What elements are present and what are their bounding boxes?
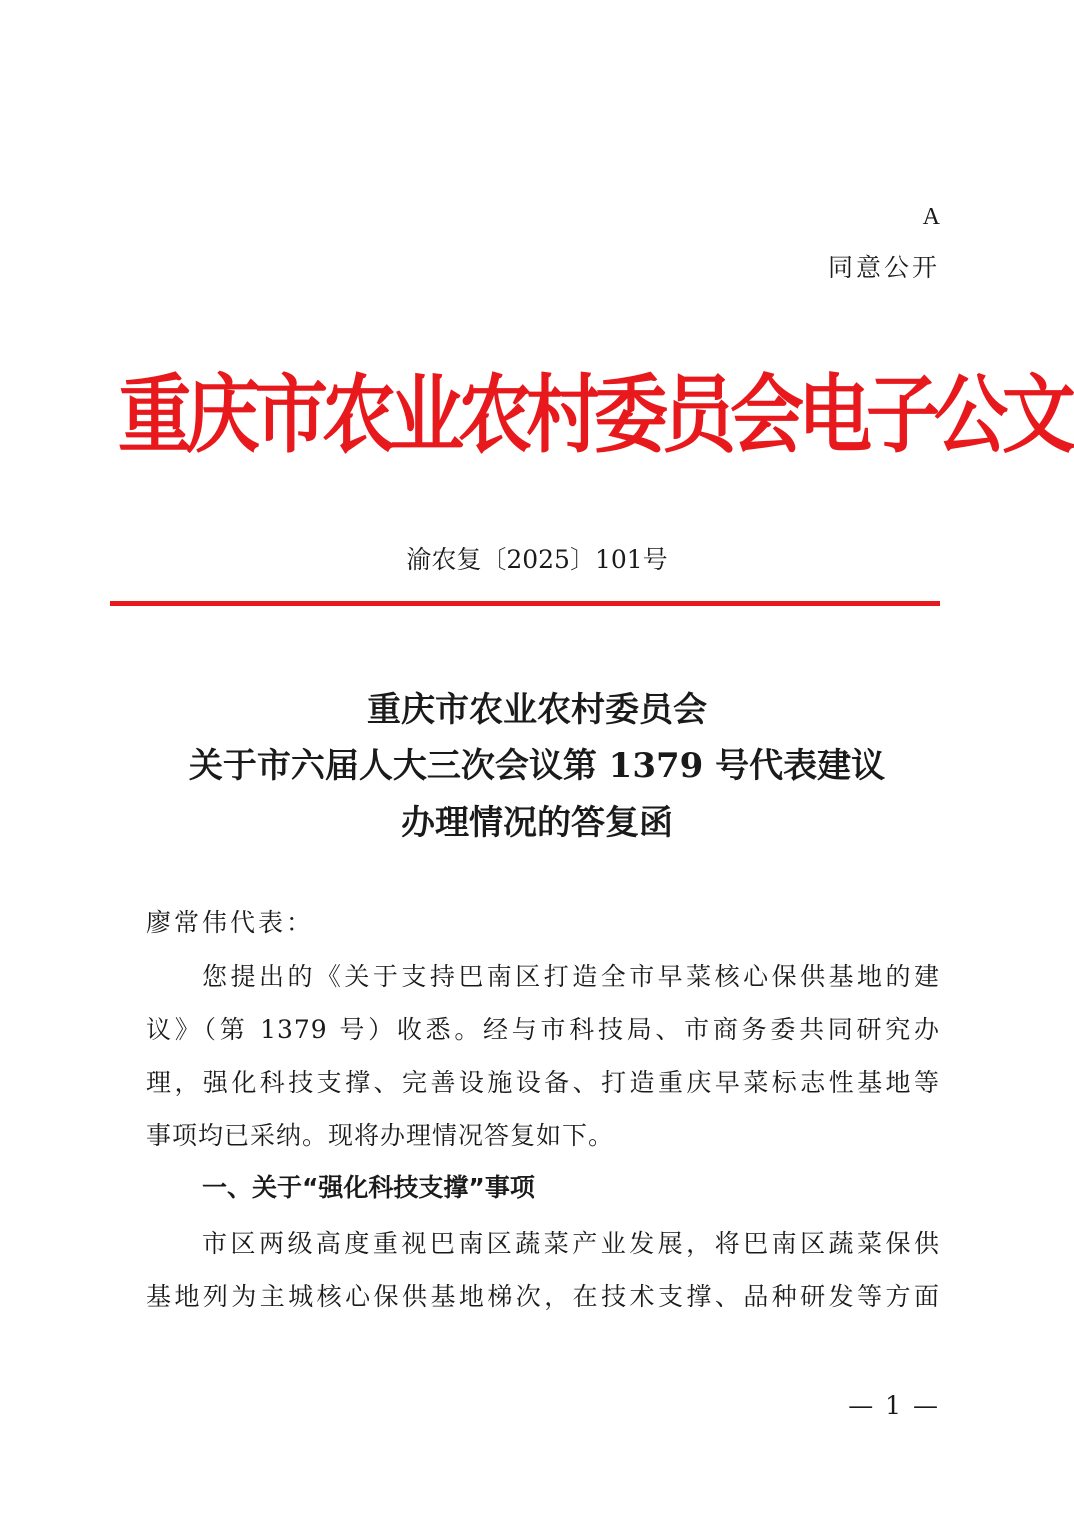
masthead-title: 重庆市农业农村委员会电子公文: [118, 366, 1070, 466]
document-title-line-1: 重庆市农业农村委员会: [367, 690, 707, 730]
disclosure-status: 同意公开: [827, 253, 940, 282]
red-divider-line: [110, 601, 940, 606]
document-title-line-2: 关于市六届人大三次会议第 1379 号代表建议: [188, 746, 886, 786]
paragraph-line: 市区两级高度重视巴南区蔬菜产业发展，将巴南区蔬菜保供: [202, 1229, 940, 1258]
section-heading-1: 一、关于“强化科技支撑”事项: [202, 1173, 535, 1202]
body-paragraph-2: [146, 1217, 940, 1323]
page-number: — 1 —: [848, 1391, 940, 1420]
paragraph-line: 议》（第 1379 号）收悉。经与市科技局、市商务委共同研究办: [146, 1015, 940, 1044]
paragraph-line: 理，强化科技支撑、完善设施设备、打造重庆早菜标志性基地等: [146, 1068, 940, 1097]
classification-grade: A: [922, 204, 940, 230]
document-number: 渝农复〔2025〕101号: [406, 545, 668, 574]
body-paragraph-1: [146, 950, 940, 1162]
document-title-line-3: 办理情况的答复函: [401, 803, 673, 843]
paragraph-line: 事项均已采纳。现将办理情况答复如下。: [146, 1121, 615, 1150]
salutation: 廖常伟代表：: [146, 908, 315, 937]
paragraph-line: 基地列为主城核心保供基地梯次，在技术支撑、品种研发等方面: [146, 1282, 940, 1311]
paragraph-line: 您提出的《关于支持巴南区打造全市早菜核心保供基地的建: [202, 962, 940, 991]
